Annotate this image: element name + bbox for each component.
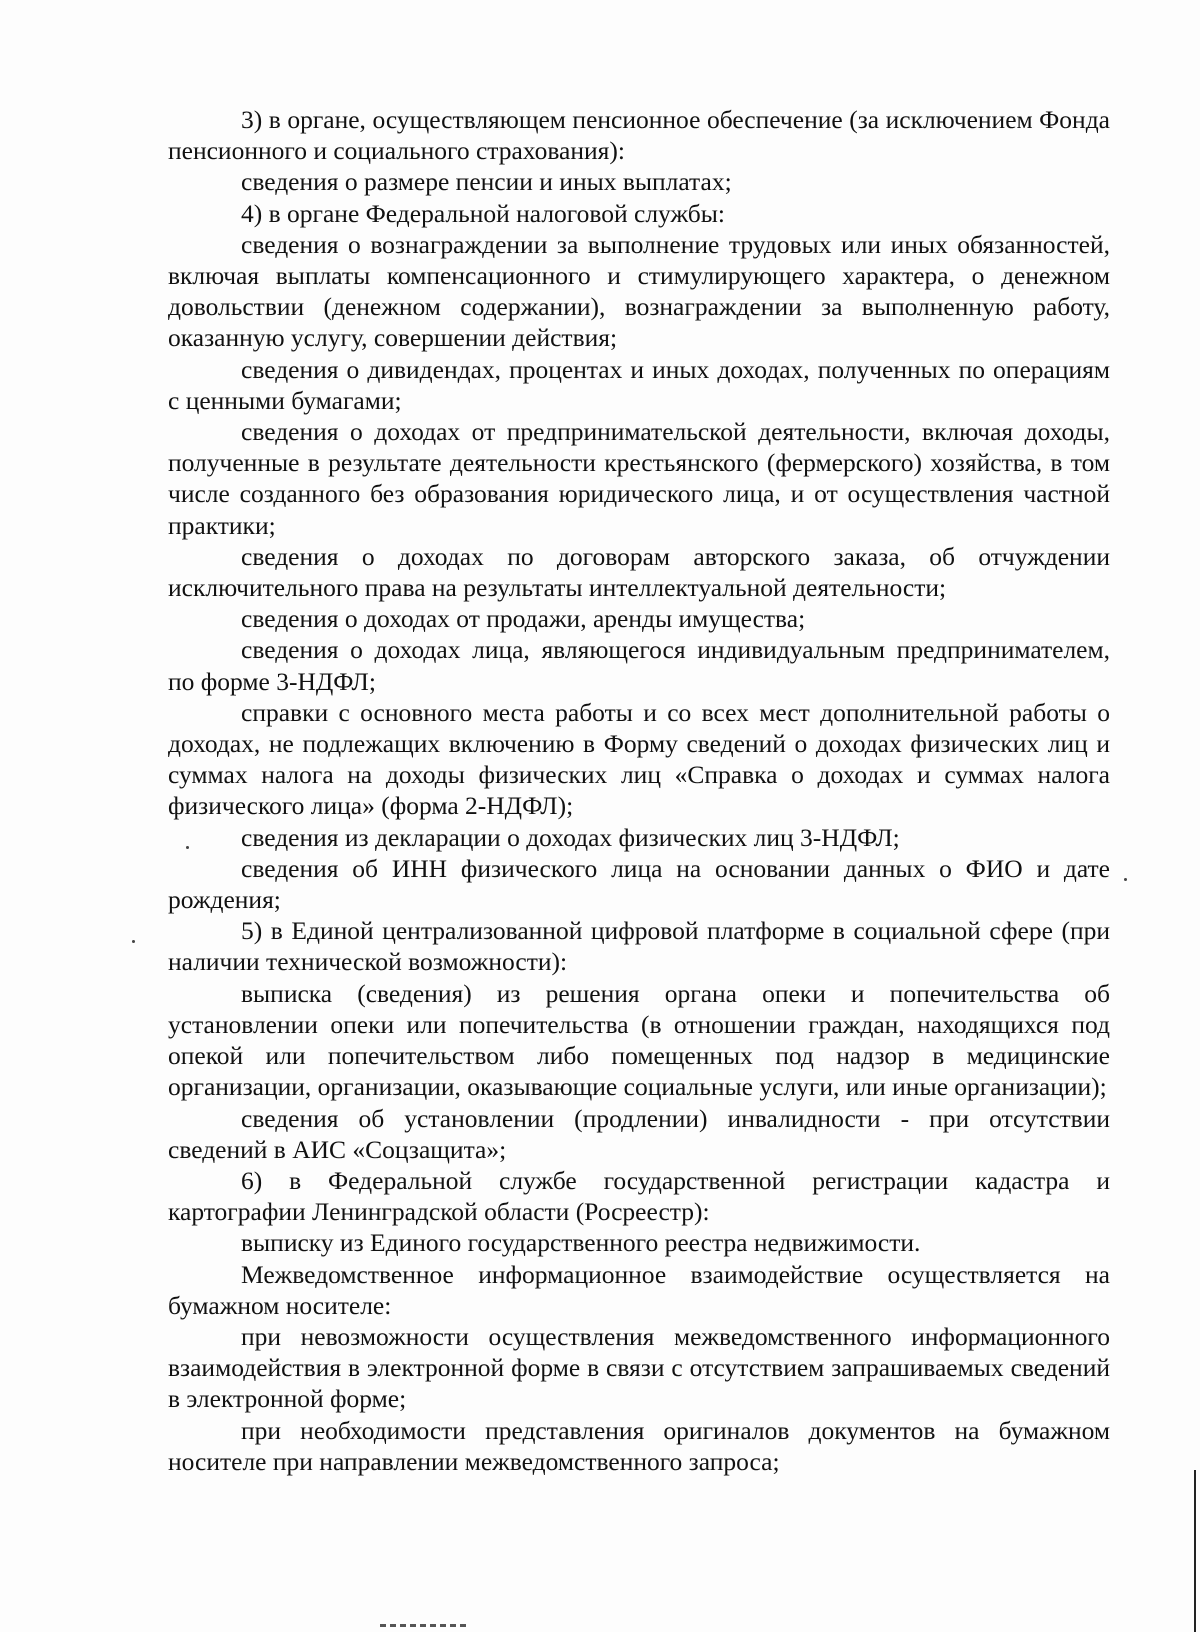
scan-bottom-mark: [380, 1624, 470, 1627]
paragraph-business-income-info: сведения о доходах от предпринимательской деятельности, включая доходы, полученные в результате деятельности крестьянского (фермерского) хозяйства, в том числе созданного без образования юридического лица, и от осуществления частной практики;: [168, 417, 1110, 540]
paragraph-property-income-info: сведения о доходах от продажи, аренды имущества;: [241, 604, 806, 634]
scan-speck: [1124, 878, 1127, 881]
paragraph-disability-info: сведения об установлении (продлении) инвалидности - при отсутствии сведений в АИС «Соцзащита»;: [168, 1103, 1110, 1164]
paragraph-item-4-tax: 4) в органе Федеральной налоговой службы:: [241, 198, 725, 228]
paragraph-paper-interaction: Межведомственное информационное взаимодействие осуществляется на бумажном носителе:: [168, 1259, 1110, 1320]
scan-speck: [186, 846, 189, 849]
paragraph-realty-extract: выписку из Единого государственного реестра недвижимости.: [241, 1228, 921, 1258]
paragraph-copyright-income-info: сведения о доходах по договорам авторского заказа, об отчуждении исключительного права на результаты интеллектуальной деятельности;: [168, 541, 1110, 603]
paragraph-paper-case-1: при невозможности осуществления межведомственного информационного взаимодействия в электронной форме в связи с отсутствием запрашиваемых сведений в электронной форме;: [168, 1321, 1110, 1414]
paragraph-item-6-rosreestr: 6) в Федеральной службе государственной регистрации кадастра и картографии Ленинградской области (Росреестр):: [168, 1165, 1110, 1227]
paragraph-declaration-info: сведения из декларации о доходах физических лиц 3-НДФЛ;: [241, 822, 900, 852]
scan-speck: [132, 940, 135, 943]
paragraph-entrepreneur-income-info: сведения о доходах лица, являющегося индивидуальным предпринимателем, по форме 3-НДФЛ;: [168, 635, 1110, 696]
paragraph-remuneration-info: сведения о вознаграждении за выполнение трудовых или иных обязанностей, включая выплаты компенсационного и стимулирующего характера, о денежном довольствии (денежном содержании), вознаграждении за выполненную работу, оказанную услугу, совершении действия;: [168, 229, 1110, 353]
paragraph-item-3-pension: 3) в органе, осуществляющем пенсионное обеспечение (за исключением Фонда пенсионного и социального страхования):: [168, 105, 1110, 166]
paragraph-dividends-info: сведения о дивидендах, процентах и иных доходах, полученных по операциям с ценными бумагами;: [168, 354, 1110, 415]
scan-edge-line: [1194, 1470, 1196, 1632]
paragraph-item-5-platform: 5) в Единой централизованной цифровой платформе в социальной сфере (при наличии технической возможности):: [168, 916, 1110, 977]
paragraph-paper-case-2: при необходимости представления оригиналов документов на бумажном носителе при направлении межведомственного запроса;: [168, 1415, 1110, 1476]
paragraph-guardianship-extract: выписка (сведения) из решения органа опеки и попечительства об установлении опеки или попечительства (в отношении граждан, находящихся под опекой или попечительством либо помещенных под надзор в медицинские организации, организации, оказывающие социальные услуги, или иные организации);: [168, 978, 1110, 1102]
paragraph-employment-certificates: справки с основного места работы и со всех мест дополнительной работы о доходах, не подлежащих включению в Форму сведений о доходах физических лиц и суммах налога на доходы физических лиц «Справка о доходах и суммах налога физического лица» (форма 2-НДФЛ);: [168, 697, 1110, 821]
paragraph-pension-info: сведения о размере пенсии и иных выплатах;: [241, 167, 732, 197]
document-body: [168, 104, 1110, 1477]
paragraph-inn-info: сведения об ИНН физического лица на основании данных о ФИО и дате рождения;: [168, 853, 1110, 915]
